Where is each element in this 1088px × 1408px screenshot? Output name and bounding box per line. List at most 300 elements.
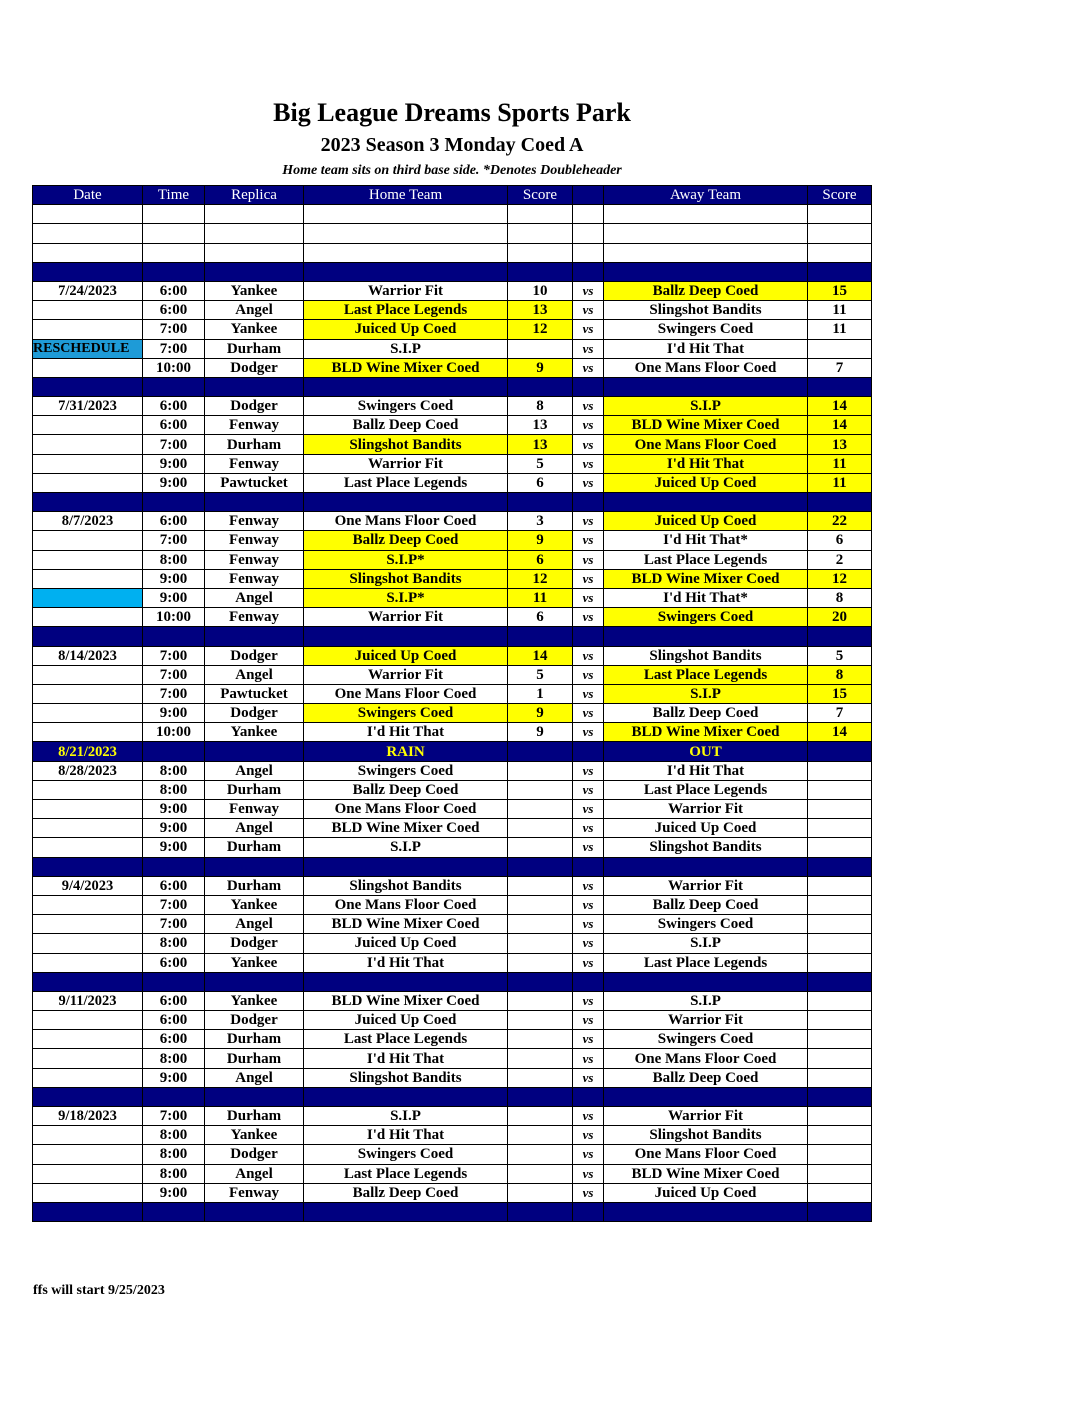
time-cell: [143, 493, 205, 512]
replica-field-cell: Pawtucket: [205, 473, 304, 492]
replica-field-cell: Yankee: [205, 1126, 304, 1145]
date-cell: [33, 1126, 143, 1145]
replica-field-cell: Fenway: [205, 550, 304, 569]
date-cell: [33, 1030, 143, 1049]
replica-field-cell: Fenway: [205, 800, 304, 819]
home-score-cell: 12: [508, 320, 573, 339]
time-cell: 6:00: [143, 953, 205, 972]
away-team-cell: I'd Hit That: [604, 339, 808, 358]
away-team-cell: Ballz Deep Coed: [604, 895, 808, 914]
game-row: [33, 800, 872, 819]
away-team-cell: [604, 377, 808, 396]
home-score-cell: [508, 991, 573, 1010]
away-score-cell: [808, 339, 872, 358]
home-team-cell: Warrior Fit: [304, 608, 508, 627]
away-team-cell: S.I.P: [604, 397, 808, 416]
game-row: [33, 761, 872, 780]
game-row: [33, 665, 872, 684]
game-row: [33, 1049, 872, 1068]
replica-field-cell: Durham: [205, 1107, 304, 1126]
home-score-cell: [508, 627, 573, 646]
home-team-cell: Last Place Legends: [304, 1164, 508, 1183]
away-score-cell: 13: [808, 435, 872, 454]
replica-cell: [205, 377, 304, 396]
time-cell: 7:00: [143, 435, 205, 454]
replica-field-cell: Dodger: [205, 1145, 304, 1164]
date-cell: [33, 1183, 143, 1202]
schedule-body: [33, 205, 872, 1222]
replica-cell: [205, 243, 304, 262]
date-cell: [33, 915, 143, 934]
away-team-cell: One Mans Floor Coed: [604, 1145, 808, 1164]
time-cell: 10:00: [143, 723, 205, 742]
replica-field-cell: Fenway: [205, 512, 304, 531]
home-team-cell: I'd Hit That: [304, 1049, 508, 1068]
replica-field-cell: Dodger: [205, 1011, 304, 1030]
away-score-cell: [808, 205, 872, 224]
game-row: [33, 991, 872, 1010]
table-header-row: [33, 186, 872, 205]
away-score-cell: [808, 780, 872, 799]
home-score-cell: 5: [508, 454, 573, 473]
vs-cell: vs: [573, 1126, 604, 1145]
away-team-cell: I'd Hit That: [604, 454, 808, 473]
replica-field-cell: Angel: [205, 1068, 304, 1087]
rainout-row: [33, 742, 872, 761]
time-cell: 8:00: [143, 934, 205, 953]
home-team-cell: Last Place Legends: [304, 301, 508, 320]
away-score-cell: 15: [808, 281, 872, 300]
away-score-cell: [808, 224, 872, 243]
time-cell: 9:00: [143, 704, 205, 723]
vs-cell: vs: [573, 512, 604, 531]
vs-cell: vs: [573, 780, 604, 799]
home-score-cell: 1: [508, 684, 573, 703]
date-cell: [33, 224, 143, 243]
away-score-cell: 8: [808, 588, 872, 607]
vs-cell: [573, 243, 604, 262]
away-team-cell: BLD Wine Mixer Coed: [604, 723, 808, 742]
game-row: [33, 416, 872, 435]
replica-field-cell: Durham: [205, 1030, 304, 1049]
away-team-cell: Warrior Fit: [604, 1107, 808, 1126]
game-row: [33, 953, 872, 972]
away-score-cell: [808, 972, 872, 991]
away-team-cell: [604, 262, 808, 281]
vs-cell: vs: [573, 876, 604, 895]
replica-field-cell: Angel: [205, 588, 304, 607]
home-score-cell: 3: [508, 512, 573, 531]
away-team-cell: One Mans Floor Coed: [604, 358, 808, 377]
game-row: [33, 780, 872, 799]
away-team-cell: [604, 857, 808, 876]
home-team-cell: S.I.P: [304, 838, 508, 857]
away-team-cell: I'd Hit That*: [604, 531, 808, 550]
date-cell: [33, 1068, 143, 1087]
game-row: [33, 473, 872, 492]
game-row: [33, 934, 872, 953]
away-score-cell: 20: [808, 608, 872, 627]
out-label: OUT: [604, 742, 808, 761]
home-score-cell: 10: [508, 281, 573, 300]
home-score-cell: 8: [508, 397, 573, 416]
col-header-away-score: Score: [808, 186, 872, 205]
home-team-cell: [304, 1087, 508, 1106]
replica-field-cell: Angel: [205, 761, 304, 780]
date-cell: [33, 435, 143, 454]
away-score-cell: [808, 1087, 872, 1106]
date-cell: [33, 819, 143, 838]
time-cell: 7:00: [143, 895, 205, 914]
schedule-table: [32, 185, 872, 1222]
vs-cell: vs: [573, 1011, 604, 1030]
time-cell: 8:00: [143, 1145, 205, 1164]
home-team-cell: Ballz Deep Coed: [304, 780, 508, 799]
away-team-cell: [604, 1202, 808, 1221]
game-row: [33, 569, 872, 588]
home-score-cell: [508, 339, 573, 358]
home-score-cell: 6: [508, 473, 573, 492]
replica-field-cell: Fenway: [205, 416, 304, 435]
replica-field-cell: Yankee: [205, 320, 304, 339]
away-team-cell: Slingshot Bandits: [604, 1126, 808, 1145]
home-team-cell: One Mans Floor Coed: [304, 800, 508, 819]
vs-cell: vs: [573, 301, 604, 320]
replica-field-cell: Angel: [205, 915, 304, 934]
game-row: [33, 397, 872, 416]
time-cell: 6:00: [143, 281, 205, 300]
away-score-cell: 14: [808, 397, 872, 416]
home-score-cell: [508, 262, 573, 281]
home-score-cell: [508, 224, 573, 243]
home-team-cell: Juiced Up Coed: [304, 320, 508, 339]
vs-cell: vs: [573, 1068, 604, 1087]
home-team-cell: [304, 243, 508, 262]
vs-cell: vs: [573, 953, 604, 972]
date-cell: [33, 531, 143, 550]
vs-cell: [573, 493, 604, 512]
replica-field-cell: Dodger: [205, 934, 304, 953]
replica-field-cell: Durham: [205, 339, 304, 358]
home-team-cell: Ballz Deep Coed: [304, 416, 508, 435]
date-cell: [33, 1087, 143, 1106]
time-cell: 8:00: [143, 1049, 205, 1068]
replica-cell: [205, 972, 304, 991]
vs-cell: vs: [573, 838, 604, 857]
away-score-cell: 7: [808, 358, 872, 377]
away-team-cell: [604, 224, 808, 243]
game-row: [33, 819, 872, 838]
away-team-cell: BLD Wine Mixer Coed: [604, 1164, 808, 1183]
away-team-cell: Swingers Coed: [604, 915, 808, 934]
vs-cell: [573, 742, 604, 761]
vs-cell: [573, 972, 604, 991]
away-score-cell: [808, 1126, 872, 1145]
away-team-cell: Juiced Up Coed: [604, 512, 808, 531]
home-team-cell: BLD Wine Mixer Coed: [304, 358, 508, 377]
away-score-cell: [808, 1145, 872, 1164]
vs-cell: vs: [573, 723, 604, 742]
game-row: [33, 358, 872, 377]
game-row: [33, 1107, 872, 1126]
home-team-cell: S.I.P: [304, 339, 508, 358]
replica-field-cell: Angel: [205, 301, 304, 320]
away-team-cell: Slingshot Bandits: [604, 646, 808, 665]
away-score-cell: [808, 1049, 872, 1068]
game-row: [33, 704, 872, 723]
reschedule-badge: RESCHEDULE: [33, 339, 143, 358]
away-score-cell: 15: [808, 684, 872, 703]
date-cell: 8/7/2023: [33, 512, 143, 531]
away-team-cell: Warrior Fit: [604, 800, 808, 819]
home-score-cell: [508, 205, 573, 224]
season-subtitle: 2023 Season 3 Monday Coed A: [320, 134, 584, 156]
home-team-cell: [304, 262, 508, 281]
away-score-cell: [808, 1107, 872, 1126]
home-team-cell: Swingers Coed: [304, 397, 508, 416]
date-cell: [33, 550, 143, 569]
vs-cell: vs: [573, 473, 604, 492]
home-team-cell: [304, 224, 508, 243]
vs-cell: vs: [573, 569, 604, 588]
home-score-cell: [508, 895, 573, 914]
home-team-cell: Slingshot Bandits: [304, 569, 508, 588]
time-cell: 9:00: [143, 838, 205, 857]
date-cell: 8/14/2023: [33, 646, 143, 665]
away-team-cell: [604, 243, 808, 262]
time-cell: 8:00: [143, 1164, 205, 1183]
home-score-cell: [508, 800, 573, 819]
home-team-cell: Last Place Legends: [304, 1030, 508, 1049]
game-row: [33, 1183, 872, 1202]
home-score-cell: [508, 1183, 573, 1202]
replica-field-cell: Yankee: [205, 991, 304, 1010]
away-score-cell: [808, 953, 872, 972]
date-cell: [33, 895, 143, 914]
vs-cell: vs: [573, 1145, 604, 1164]
time-cell: 7:00: [143, 339, 205, 358]
week-separator-row: [33, 627, 872, 646]
date-cell: [33, 243, 143, 262]
home-team-cell: Ballz Deep Coed: [304, 531, 508, 550]
away-team-cell: BLD Wine Mixer Coed: [604, 416, 808, 435]
home-score-cell: 9: [508, 704, 573, 723]
game-row: [33, 646, 872, 665]
replica-cell: [205, 493, 304, 512]
away-score-cell: 11: [808, 301, 872, 320]
home-team-cell: One Mans Floor Coed: [304, 895, 508, 914]
away-score-cell: [808, 895, 872, 914]
home-team-cell: [304, 627, 508, 646]
vs-cell: vs: [573, 320, 604, 339]
home-team-cell: Swingers Coed: [304, 704, 508, 723]
vs-cell: vs: [573, 339, 604, 358]
date-cell: 7/24/2023: [33, 281, 143, 300]
home-score-cell: [508, 1011, 573, 1030]
date-cell: [33, 608, 143, 627]
week-separator-row: [33, 1087, 872, 1106]
home-score-cell: [508, 1087, 573, 1106]
vs-cell: vs: [573, 761, 604, 780]
away-score-cell: [808, 493, 872, 512]
time-cell: 6:00: [143, 1030, 205, 1049]
week-separator-row: [33, 262, 872, 281]
replica-field-cell: Yankee: [205, 895, 304, 914]
date-cell: [33, 1202, 143, 1221]
col-header-away-team: Away Team: [604, 186, 808, 205]
game-row: [33, 301, 872, 320]
time-cell: 9:00: [143, 473, 205, 492]
home-team-cell: Juiced Up Coed: [304, 934, 508, 953]
away-score-cell: 5: [808, 646, 872, 665]
time-cell: [143, 205, 205, 224]
away-score-cell: [808, 1068, 872, 1087]
away-team-cell: Last Place Legends: [604, 953, 808, 972]
away-score-cell: [808, 742, 872, 761]
time-cell: 9:00: [143, 454, 205, 473]
game-row: [33, 531, 872, 550]
home-team-cell: Juiced Up Coed: [304, 1011, 508, 1030]
date-cell: 8/28/2023: [33, 761, 143, 780]
game-row: [33, 684, 872, 703]
replica-field-cell: Durham: [205, 780, 304, 799]
game-row: [33, 454, 872, 473]
replica-cell: [205, 857, 304, 876]
replica-field-cell: Yankee: [205, 953, 304, 972]
away-team-cell: Ballz Deep Coed: [604, 281, 808, 300]
home-score-cell: [508, 493, 573, 512]
home-team-cell: Swingers Coed: [304, 1145, 508, 1164]
away-score-cell: [808, 761, 872, 780]
vs-cell: vs: [573, 1107, 604, 1126]
time-cell: [143, 972, 205, 991]
date-cell: 9/11/2023: [33, 991, 143, 1010]
replica-cell: [205, 1087, 304, 1106]
away-team-cell: Ballz Deep Coed: [604, 704, 808, 723]
time-cell: [143, 224, 205, 243]
time-cell: [143, 262, 205, 281]
time-cell: 8:00: [143, 780, 205, 799]
date-cell: [33, 301, 143, 320]
blank-row: [33, 224, 872, 243]
home-score-cell: [508, 1107, 573, 1126]
away-team-cell: [604, 972, 808, 991]
replica-field-cell: Fenway: [205, 1183, 304, 1202]
home-score-cell: 14: [508, 646, 573, 665]
date-cell: [33, 723, 143, 742]
vs-cell: vs: [573, 588, 604, 607]
away-team-cell: Last Place Legends: [604, 780, 808, 799]
time-cell: 7:00: [143, 320, 205, 339]
date-cell: 9/4/2023: [33, 876, 143, 895]
game-row: [33, 1011, 872, 1030]
away-team-cell: Warrior Fit: [604, 876, 808, 895]
time-cell: 7:00: [143, 646, 205, 665]
time-cell: [143, 1202, 205, 1221]
col-header-home-team: Home Team: [304, 186, 508, 205]
vs-cell: vs: [573, 1183, 604, 1202]
time-cell: 9:00: [143, 800, 205, 819]
vs-cell: [573, 262, 604, 281]
date-cell: [33, 934, 143, 953]
game-row: [33, 838, 872, 857]
vs-cell: vs: [573, 646, 604, 665]
away-score-cell: [808, 377, 872, 396]
away-score-cell: 11: [808, 454, 872, 473]
home-team-cell: [304, 1202, 508, 1221]
vs-cell: vs: [573, 1049, 604, 1068]
away-score-cell: 14: [808, 416, 872, 435]
time-cell: 9:00: [143, 1183, 205, 1202]
vs-cell: vs: [573, 397, 604, 416]
date-cell: [33, 454, 143, 473]
home-team-cell: [304, 857, 508, 876]
home-team-cell: Warrior Fit: [304, 454, 508, 473]
home-team-cell: [304, 377, 508, 396]
vs-cell: vs: [573, 684, 604, 703]
away-score-cell: [808, 1202, 872, 1221]
home-score-cell: [508, 1126, 573, 1145]
date-cell: [33, 665, 143, 684]
date-cell: 7/31/2023: [33, 397, 143, 416]
date-cell: [33, 569, 143, 588]
away-team-cell: Slingshot Bandits: [604, 838, 808, 857]
time-cell: [143, 627, 205, 646]
away-score-cell: 8: [808, 665, 872, 684]
away-score-cell: [808, 1183, 872, 1202]
col-header-replica: Replica: [205, 186, 304, 205]
home-team-cell: Slingshot Bandits: [304, 435, 508, 454]
col-header-vs: [573, 186, 604, 205]
time-cell: [143, 1087, 205, 1106]
time-cell: 6:00: [143, 512, 205, 531]
away-score-cell: [808, 1011, 872, 1030]
away-score-cell: 6: [808, 531, 872, 550]
time-cell: 8:00: [143, 550, 205, 569]
vs-cell: vs: [573, 281, 604, 300]
vs-cell: [573, 627, 604, 646]
game-row: [33, 876, 872, 895]
game-row: [33, 550, 872, 569]
date-cell: [33, 588, 143, 607]
game-row: [33, 1164, 872, 1183]
vs-cell: vs: [573, 435, 604, 454]
home-team-cell: [304, 205, 508, 224]
home-score-cell: [508, 780, 573, 799]
away-score-cell: 7: [808, 704, 872, 723]
home-score-cell: 9: [508, 358, 573, 377]
time-cell: 8:00: [143, 1126, 205, 1145]
away-score-cell: [808, 915, 872, 934]
vs-cell: vs: [573, 358, 604, 377]
blank-row: [33, 205, 872, 224]
date-cell: [33, 493, 143, 512]
time-cell: 7:00: [143, 665, 205, 684]
time-cell: 6:00: [143, 397, 205, 416]
game-row: [33, 915, 872, 934]
replica-cell: [205, 627, 304, 646]
replica-field-cell: Pawtucket: [205, 684, 304, 703]
home-score-cell: [508, 972, 573, 991]
game-row: [33, 608, 872, 627]
time-cell: 9:00: [143, 588, 205, 607]
rain-label: RAIN: [304, 742, 508, 761]
week-separator-row: [33, 377, 872, 396]
time-cell: 6:00: [143, 876, 205, 895]
away-team-cell: Last Place Legends: [604, 550, 808, 569]
home-score-cell: 6: [508, 550, 573, 569]
replica-field-cell: Durham: [205, 1049, 304, 1068]
